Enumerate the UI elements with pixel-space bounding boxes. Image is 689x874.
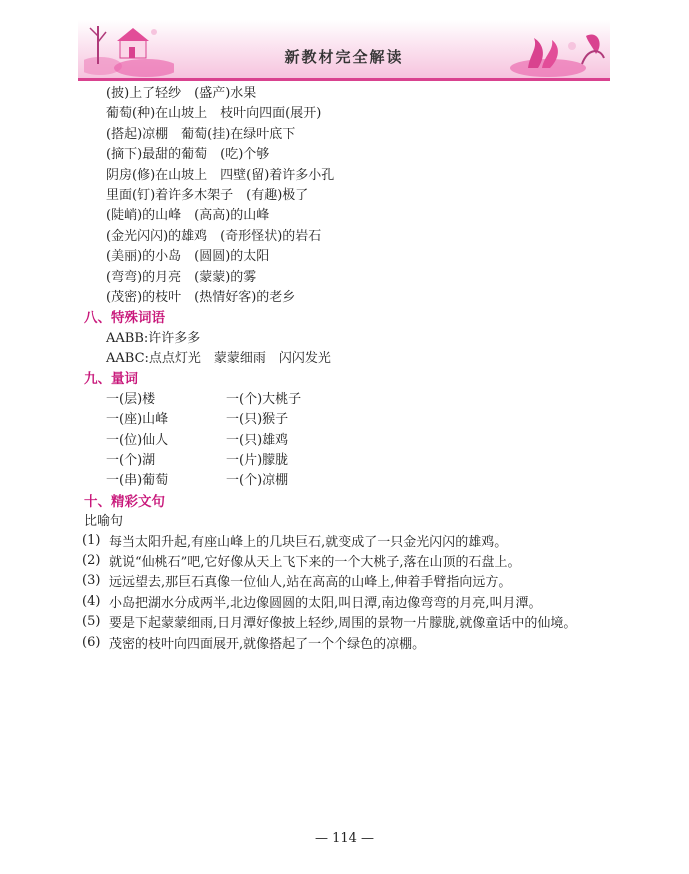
sentence-text: 茂密的枝叶向四面展开,就像搭起了一个个绿色的凉棚。 — [109, 636, 426, 652]
measure-word-cell: 一(个)大桃子 — [226, 391, 302, 407]
collocation-line: (摘下)最甜的葡萄 (吃)个够 — [106, 147, 270, 163]
measure-word-cell: 一(层)楼 — [106, 391, 156, 407]
sentence-text: 小岛把湖水分成两半,北边像圆圆的太阳,叫日潭,南边像弯弯的月亮,叫月潭。 — [109, 595, 542, 611]
header-title: 新教材完全解读 — [284, 48, 404, 66]
collocation-line: (茂密)的枝叶 (热情好客)的老乡 — [106, 289, 296, 305]
measure-word-row — [82, 471, 612, 491]
measure-word-cell: 一(只)猴子 — [226, 412, 289, 428]
sentence-text: 每当太阳升起,有座山峰上的几块巨石,就变成了一只金光闪闪的雄鸡。 — [109, 534, 508, 550]
collocation-line: (搭起)凉棚 葡萄(挂)在绿叶底下 — [106, 126, 296, 142]
page-number: — 114 — — [314, 831, 375, 846]
collocation-line: (金光闪闪)的雄鸡 (奇形怪状)的岩石 — [106, 228, 322, 244]
section-heading-measure-words: 九、量词 — [84, 371, 138, 388]
sentence-item — [82, 573, 612, 593]
sentence-number: (5) — [82, 614, 101, 630]
sentence-item — [82, 533, 612, 553]
sentence-number: (1) — [82, 532, 101, 548]
measure-word-table — [82, 390, 612, 492]
measure-word-cell: 一(串)葡萄 — [106, 473, 169, 489]
measure-word-cell: 一(个)湖 — [106, 453, 156, 469]
sentence-text: 就说“仙桃石”吧,它好像从天上飞下来的一个大桃子,落在山顶的石盘上。 — [109, 555, 521, 570]
measure-word-row — [82, 451, 612, 471]
measure-word-row — [82, 410, 612, 430]
sentence-text: 要是下起蒙蒙细雨,日月潭好像披上轻纱,周围的景物一片朦胧,就像童话中的仙境。 — [109, 616, 577, 632]
sentence-item — [82, 635, 612, 655]
collocation-line: 里面(钉)着许多木架子 (有趣)极了 — [106, 187, 309, 203]
measure-word-cell: 一(片)朦胧 — [226, 453, 289, 469]
sentence-number: (2) — [82, 553, 101, 568]
measure-word-row — [82, 390, 612, 410]
collocation-line: 葡萄(种)在山坡上 枝叶向四面(展开) — [106, 106, 322, 122]
sentence-item — [82, 553, 612, 573]
measure-word-cell: 一(只)雄鸡 — [226, 432, 289, 448]
section-heading-sentences: 十、精彩文句 — [84, 493, 165, 510]
header-banner — [78, 20, 610, 81]
sentence-number: (3) — [82, 573, 101, 589]
measure-word-cell: 一(位)仙人 — [106, 432, 169, 448]
collocation-list — [82, 84, 612, 308]
sentence-number: (6) — [82, 634, 101, 650]
sentence-text: 远远望去,那巨石真像一位仙人,站在高高的山峰上,伸着手臂指向远方。 — [109, 575, 512, 591]
measure-word-cell: 一(座)山峰 — [106, 412, 169, 428]
measure-word-cell: 一(个)凉棚 — [226, 473, 289, 489]
collocation-line: 阴房(修)在山坡上 四壁(留)着许多小孔 — [106, 167, 335, 183]
sentence-item — [82, 594, 612, 614]
sentence-subheading: 比喻句 — [84, 514, 124, 530]
sentence-number: (4) — [82, 593, 101, 609]
sentence-list — [82, 533, 612, 655]
collocation-line: (美丽)的小岛 (圆圆)的太阳 — [106, 249, 270, 265]
section-heading-special-words: 八、特殊词语 — [84, 310, 165, 327]
measure-word-row — [82, 431, 612, 451]
collocation-line: (披)上了轻纱 (盛产)水果 — [106, 86, 257, 101]
collocation-line: (陡峭)的山峰 (高高)的山峰 — [106, 208, 270, 224]
collocation-line: (弯弯)的月亮 (蒙蒙)的雾 — [106, 269, 257, 285]
special-words-line: AABB:许许多多 — [106, 330, 201, 346]
page-content — [82, 84, 612, 655]
sentence-item — [82, 614, 612, 634]
special-words-line: AABC:点点灯光 蒙蒙细雨 闪闪发光 — [106, 351, 331, 367]
